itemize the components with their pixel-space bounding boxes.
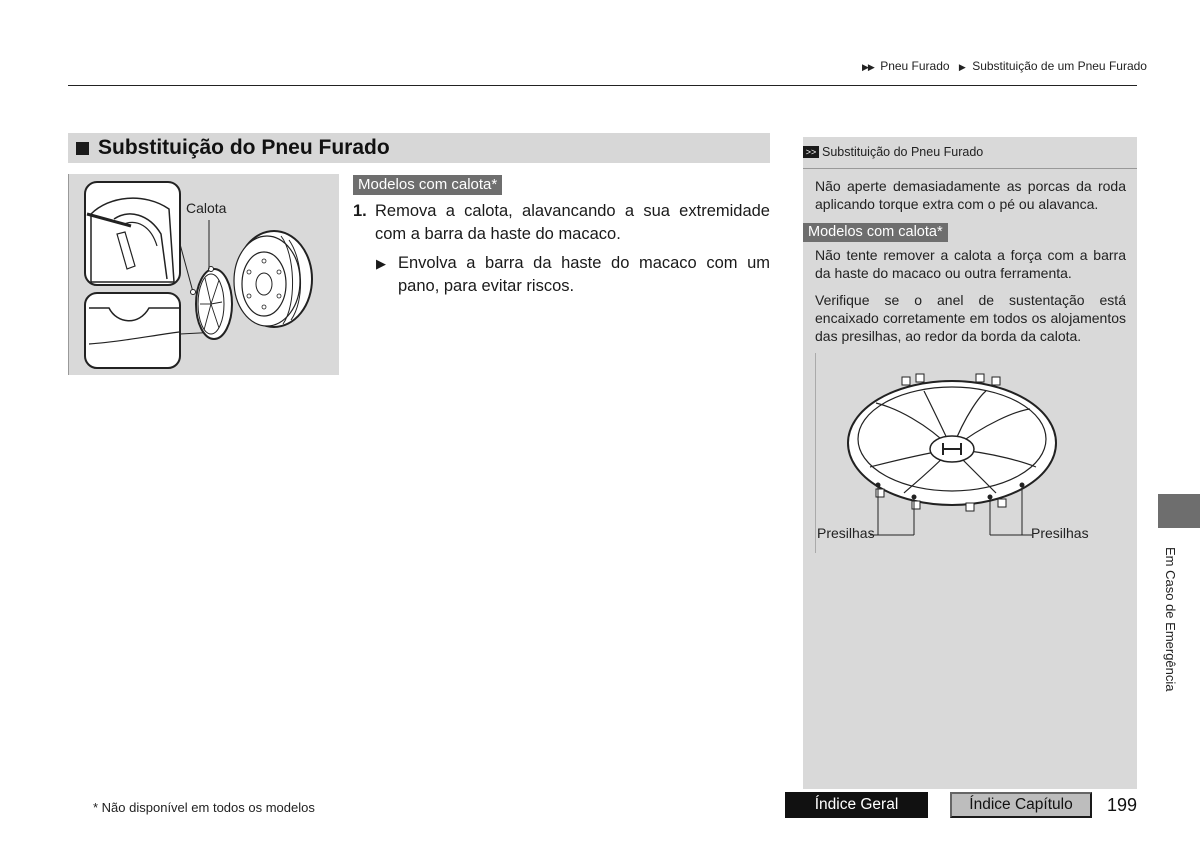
breadcrumb-separator-icon: ▶ xyxy=(958,62,966,72)
square-bullet-icon xyxy=(76,142,89,155)
breadcrumb-marker-icon: ▶▶ xyxy=(862,62,874,72)
footnote: * Não disponível em todos os modelos xyxy=(93,800,315,815)
note-divider xyxy=(803,168,1137,169)
tip-arrow-icon: ▶ xyxy=(376,256,386,271)
step-1-tip xyxy=(376,252,770,298)
chapter-tab-marker[interactable] xyxy=(1158,494,1200,528)
step-number: 1. xyxy=(353,202,367,220)
index-general-button[interactable]: Índice Geral xyxy=(785,792,928,818)
breadcrumb-item-pneu-furado[interactable]: Pneu Furado xyxy=(880,59,950,73)
step-1 xyxy=(353,200,770,246)
chapter-label: Em Caso de Emergência xyxy=(1163,547,1178,692)
header-divider xyxy=(68,85,1137,86)
section-title: Substituição do Pneu Furado xyxy=(98,136,390,159)
model-tag: Modelos com calota* xyxy=(353,175,502,195)
clips-label-left: Presilhas xyxy=(817,525,875,541)
step-text: Remova a calota, alavancando a sua extremidade com a barra da haste do macaco. xyxy=(375,202,770,243)
tip-text: Envolva a barra da haste do macaco com um pano, para evitar riscos. xyxy=(398,254,770,295)
calota-label: Calota xyxy=(186,200,227,216)
note-paragraph: Não aperte demasiadamente as porcas da roda aplicando torque extra com o pé ou alavanca. xyxy=(815,178,1126,212)
note-header xyxy=(803,145,1137,159)
breadcrumb xyxy=(862,59,1147,73)
note-model-tag: Modelos com calota* xyxy=(803,223,948,242)
clips-label-right: Presilhas xyxy=(1031,525,1089,541)
section-heading xyxy=(68,133,770,163)
note-marker-icon: >> xyxy=(803,146,819,158)
page-number: 199 xyxy=(1107,795,1138,815)
breadcrumb-item-substituicao[interactable]: Substituição de um Pneu Furado xyxy=(972,59,1147,73)
hubcap-clips-illustration xyxy=(815,353,1086,553)
hubcap-drawing xyxy=(816,353,1086,553)
note-paragraph: Não tente remover a calota a força com a barra da haste do macaco ou outra ferramenta. xyxy=(815,247,1126,281)
note-header-text: Substituição do Pneu Furado xyxy=(822,145,984,159)
note-paragraph: Verifique se o anel de sustentação está encaixado corretamente em todos os alojamentos das presilhas, ao redor da borda da calota. xyxy=(815,292,1126,344)
index-chapter-button[interactable]: Índice Capítulo xyxy=(950,792,1092,818)
